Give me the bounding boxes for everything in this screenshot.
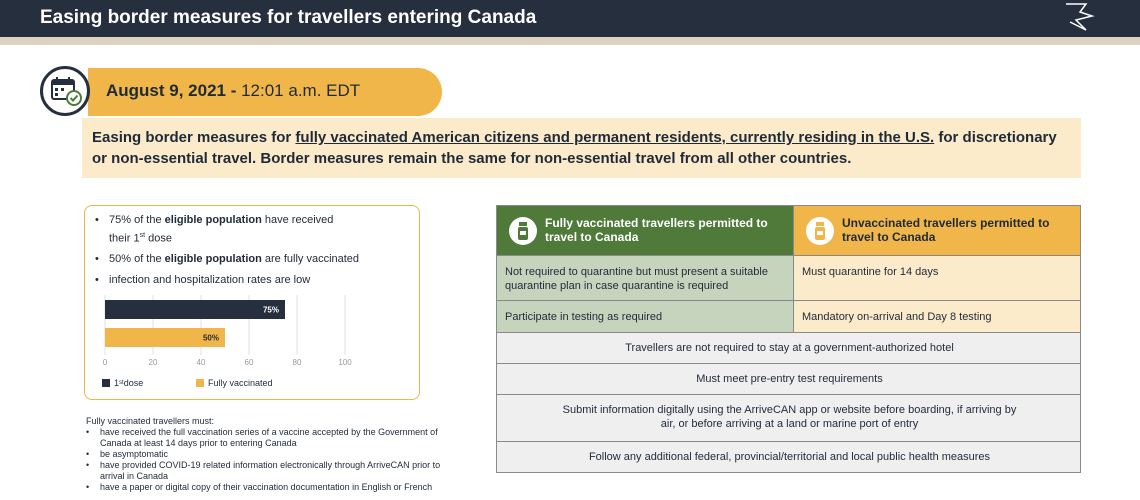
shared-row-arrivecan: Submit information digitally using the ArriveCAN app or website before boarding, if arriving by air, or before arriving at a land or marine port of entry <box>496 394 1081 442</box>
requirement-item: • have a paper or digital copy of their vaccination documentation in English or French <box>86 482 456 493</box>
vaccine-vial-icon <box>509 217 537 245</box>
x-tick-label: 40 <box>196 358 206 367</box>
shared-row-hotel: Travellers are not required to stay at a government-authorized hotel <box>496 332 1081 364</box>
requirement-item: • be asymptomatic <box>86 449 456 460</box>
x-tick-label: 20 <box>148 358 158 367</box>
header-fully-vaccinated <box>496 205 794 256</box>
bar-data-label: 50% <box>202 333 219 343</box>
requirements-title: Fully vaccinated travellers must: <box>86 416 215 426</box>
header-fully-vaccinated-label: Fully vaccinated travellers permitted to travel to Canada <box>545 216 768 244</box>
vaccinated-testing-cell: Participate in testing as required <box>496 300 794 333</box>
stat-fully-vaccinated: • 50% of the eligible population are fully vaccinated <box>95 252 359 267</box>
maple-leaf-outline-icon <box>1056 0 1100 37</box>
shared-row-public-health: Follow any additional federal, provincial/territorial and local public health measures <box>496 441 1081 473</box>
vaccination-bar-chart <box>100 290 360 374</box>
requirements-list <box>86 427 456 493</box>
header-unvaccinated <box>793 205 1081 256</box>
legend-swatch-fully-vaccinated <box>196 379 204 387</box>
requirement-item: • have provided COVID-19 related information electronically through ArriveCAN prior to arrival in Canada <box>86 460 456 482</box>
calendar-check-icon <box>40 66 90 116</box>
requirement-item: • have received the full vaccination series of a vaccine accepted by the Government of Canada at least 14 days prior to entering Canada <box>86 427 456 449</box>
x-tick-label: 80 <box>292 358 302 367</box>
stat-first-dose: • 75% of the eligible population have received their 1st dose <box>95 213 359 243</box>
effective-date: August 9, 2021 - 12:01 a.m. EDT <box>106 81 361 100</box>
eligible-travellers-highlight: fully vaccinated American citizens and permanent residents, currently residing in the U.S. <box>295 129 935 146</box>
x-tick-label: 0 <box>102 358 108 367</box>
unvaccinated-testing-cell: Mandatory on-arrival and Day 8 testing <box>793 300 1081 333</box>
bar-data-label: 75% <box>262 305 279 315</box>
x-tick-label: 100 <box>338 358 352 367</box>
header-divider <box>0 37 1140 45</box>
bar <box>105 300 285 319</box>
vaccine-vial-icon <box>806 217 834 245</box>
legend-first-dose: 1 st dose <box>102 378 143 388</box>
header-unvaccinated-label: Unvaccinated travellers permitted to travel to Canada <box>842 216 1050 244</box>
shared-row-pre-entry: Must meet pre-entry test requirements <box>496 363 1081 395</box>
stats-list <box>95 213 359 288</box>
announcement-banner <box>82 118 1081 178</box>
legend-swatch-first-dose <box>102 379 110 387</box>
stat-infection-rates: • infection and hospitalization rates are low <box>95 273 359 288</box>
unvaccinated-quarantine-cell: Must quarantine for 14 days <box>793 255 1081 301</box>
page-title: Easing border measures for travellers entering Canada <box>40 7 537 28</box>
header-bar <box>0 0 1140 37</box>
x-tick-label: 60 <box>244 358 254 367</box>
legend-fully-vaccinated: Fully vaccinated <box>196 378 273 388</box>
vaccinated-quarantine-cell: Not required to quarantine but must present a suitable quarantine plan in case quarantine is required <box>496 255 794 301</box>
announcement-text: Easing border measures for fully vaccinated American citizens and permanent residents, currently residing in the U.S. for discretionary or non-essential travel. Border measures remain the same for non-essential travel from all other countries. <box>92 129 1057 167</box>
